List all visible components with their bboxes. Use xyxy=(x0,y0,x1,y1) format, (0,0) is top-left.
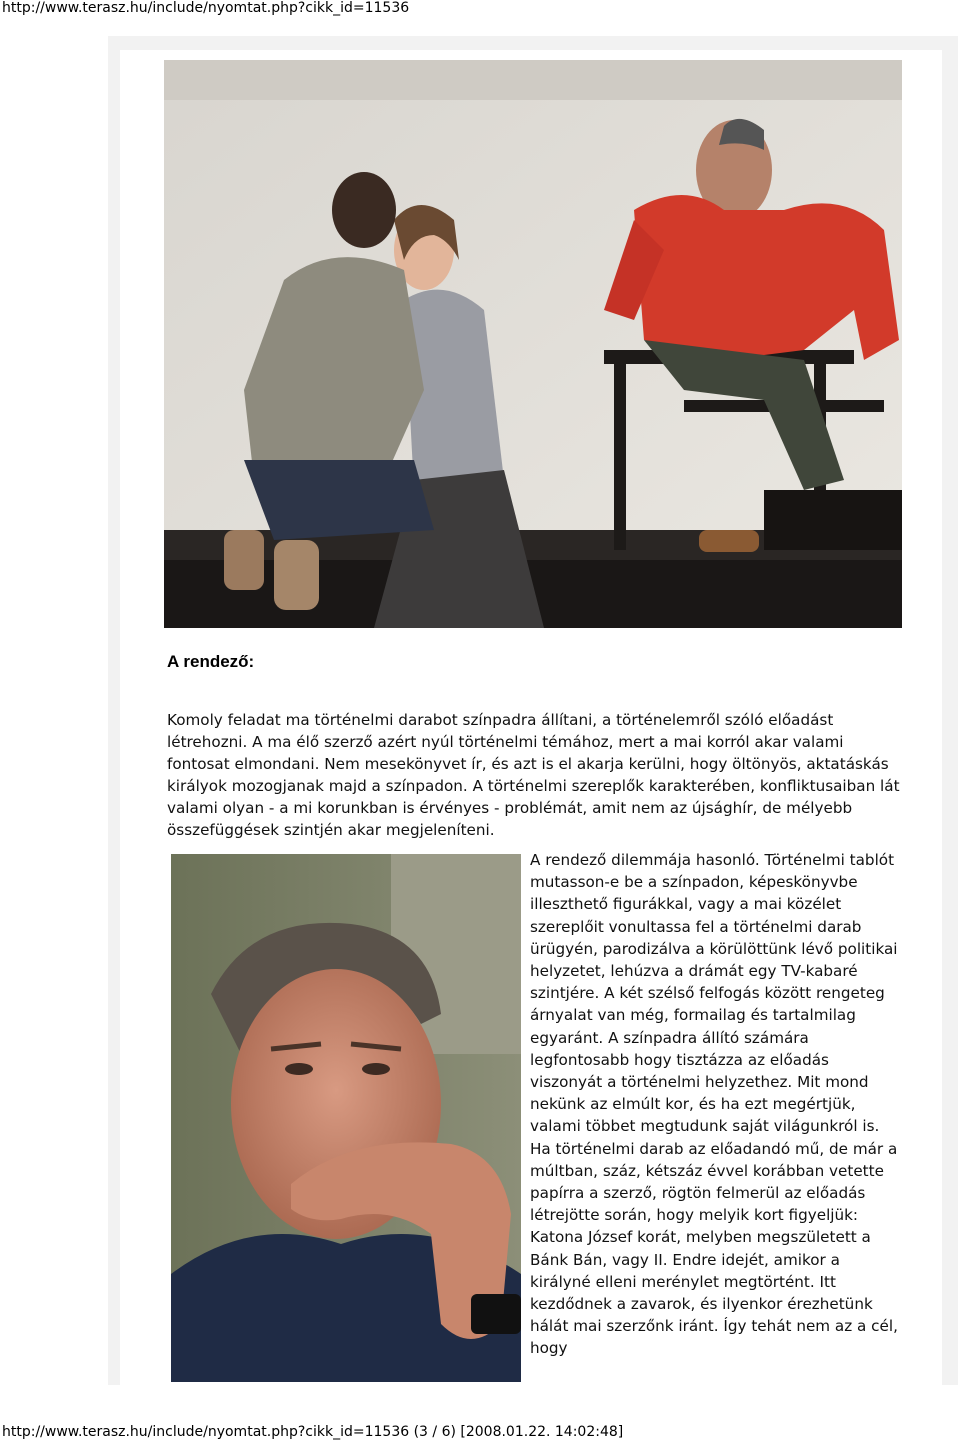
column-paragraph-1: A rendező dilemmája hasonló. Történelmi tablót mutasson-e be a színpadon, képeskönyvbe illeszthető figurákkal, vagy a mai közélet szereplőit vonultassa fel a történelmi darab ürügyén, parodizálva a körülöttünk lévő politikai helyzetet, lehúzva a drámát egy TV-kabaré szintjére. A két szélső felfogás között rengeteg árnyalat van még, formailag és tartalmilag egyaránt. A színpadra állító számára legfontosabb hogy tisztázza az előadás viszonyát a történelmi helyzethez. Mit mond nekünk az elmúlt kor, és ha ezt megértjük, valami többet megtudunk saját világunkról is. xyxy=(530,851,898,1136)
stage-scene-photo xyxy=(164,60,902,628)
intro-text: Komoly feladat ma történelmi darabot színpadra állítani, a történelemről szóló előadást létrehozni. A ma élő szerző azért nyúl történelmi témához, mert a mai korról akar valami fontosat elmondani. Nem mesekönyvet ír, és azt is el akarja kerülni, hogy öltönyös, aktatáskás királyok mozogjanak majd a színpadon. A történelmi szereplők karakterében, konfliktusaiban lát valami olyan - a mi korunkban is érvényes - problémát, amit nem az újsághír, de mélyebb összefüggések szintjén akar megjeleníteni. xyxy=(167,711,900,839)
intro-paragraph xyxy=(167,709,907,841)
director-portrait-photo xyxy=(171,854,521,1382)
section-title: A rendező: xyxy=(167,652,255,671)
print-footer-url: http://www.terasz.hu/include/nyomtat.php?cikk_id=11536 (3 / 6) [2008.01.22. 14:02:48] xyxy=(2,1424,624,1440)
print-header-url: http://www.terasz.hu/include/nyomtat.php?cikk_id=11536 xyxy=(2,0,410,16)
column-paragraph-2: Ha történelmi darab az előadandó mű, de már a múltban, száz, kétszáz évvel korábban vetette papírra a szerző, rögtön felmerül az előadás létrejötte során, hogy melyik kort figyeljük: Katona József korát, melyben megszületett a Bánk Bán, vagy II. Endre idejét, amikor a királyné elleni merénylet megtörtént. Itt kezdődnek a zavarok, és ilyenkor érezhetünk hálát mai szerzőnk iránt. Így tehát nem az a cél, hogy xyxy=(530,1139,898,1358)
article-column-text xyxy=(530,849,902,1360)
